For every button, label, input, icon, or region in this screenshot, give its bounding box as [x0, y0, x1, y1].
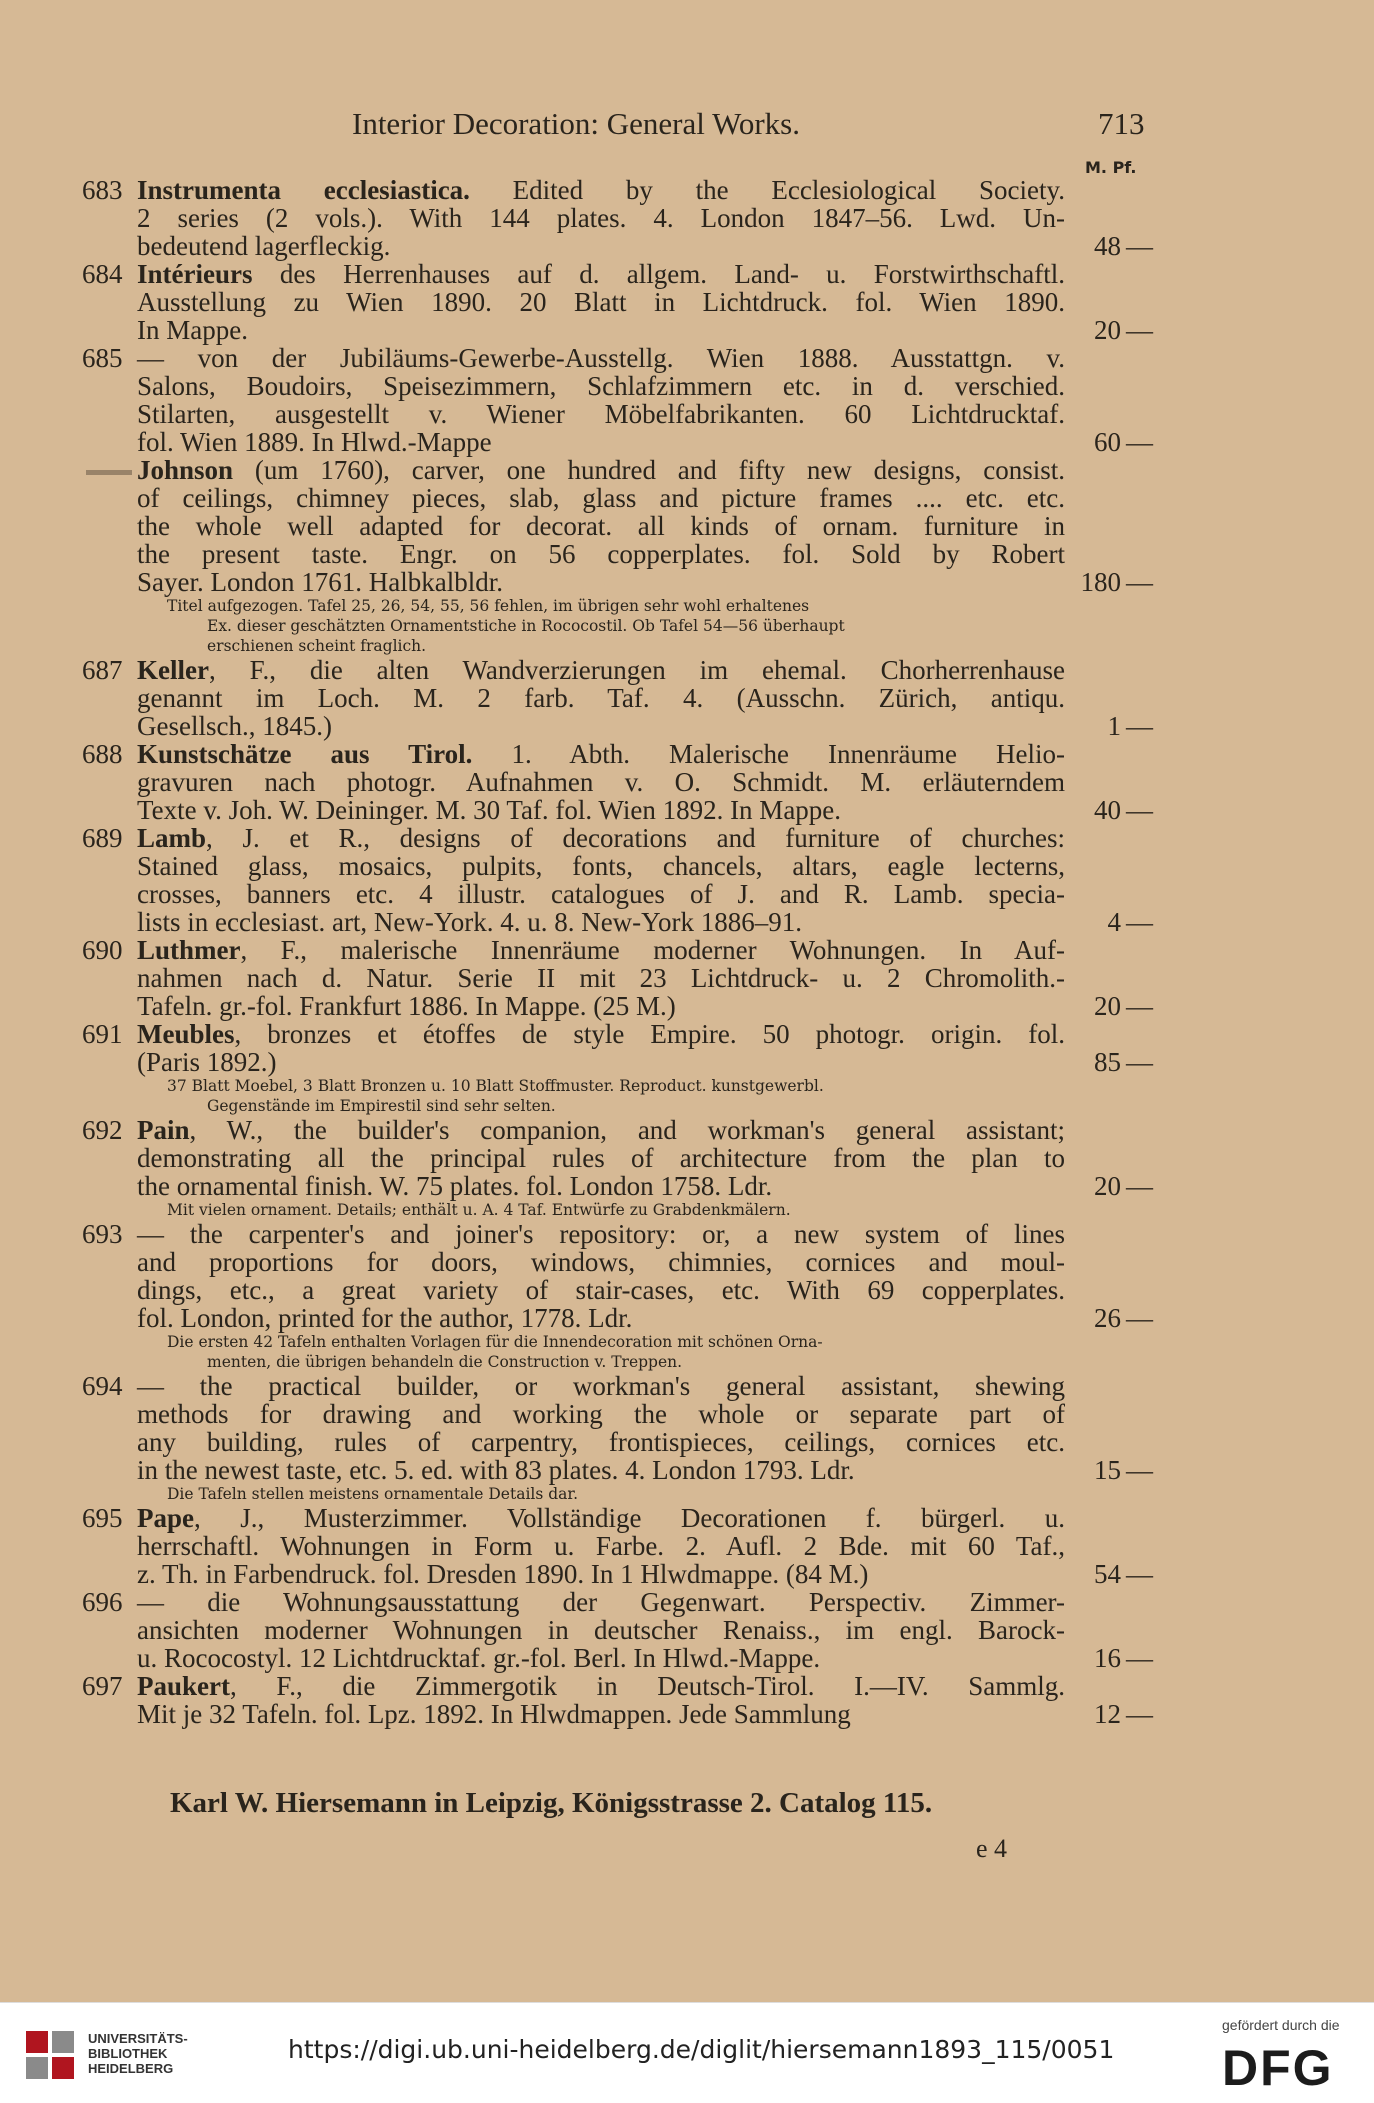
entry-line — [0, 1560, 1374, 1588]
entry-body-text: 1. Abth. Malerische Innenräume Helio- — [472, 739, 1065, 769]
price-dash: — — [1126, 231, 1153, 261]
entry-line — [0, 1504, 1374, 1532]
entry-heading: Instrumenta ecclesiastica. — [137, 175, 470, 205]
entry-body-text: Stilarten, ausgestellt v. Wiener Möbelfabrikanten. 60 Lichtdrucktaf. — [137, 399, 1065, 429]
entry-note — [0, 596, 1057, 656]
entry-text — [137, 992, 1065, 1020]
entry-text — [137, 1428, 1065, 1456]
entry-body-text: u. Rococostyl. 12 Lichtdrucktaf. gr.-fol. Berl. In Hlwd.-Mappe. — [137, 1643, 821, 1673]
price-dash: — — [1126, 427, 1153, 457]
entry-body-text: , J. et R., designs of decorations and furniture of churches: — [206, 823, 1065, 853]
entry-line — [0, 540, 1374, 568]
entry-body-text: , J., Musterzimmer. Vollständige Decorationen f. bürgerl. u. — [194, 1503, 1065, 1533]
viewer-footer-bar — [0, 2002, 1374, 2103]
entry-text — [137, 1532, 1065, 1560]
entry-line — [0, 1144, 1374, 1172]
catalog-entry — [0, 1220, 1374, 1372]
entry-text — [137, 316, 1065, 344]
entry-price: 60 — [1094, 427, 1121, 457]
entry-text — [137, 1304, 1065, 1332]
entry-text — [137, 712, 1065, 740]
note-line: Mit vielen ornament. Details; enthält u. A. 4 Taf. Entwürfe zu Grabdenkmälern. — [167, 1201, 791, 1219]
entry-line — [0, 344, 1374, 372]
entry-body-text: fol. Wien 1889. In Hlwd.-Mappe — [137, 427, 492, 457]
entry-text — [137, 1644, 1065, 1672]
entry-body-text: herrschaftl. Wohnungen in Form u. Farbe. 2. Aufl. 2 Bde. mit 60 Taf., — [137, 1531, 1065, 1561]
entry-price: 15 — [1094, 1455, 1121, 1485]
entry-text — [137, 1672, 1065, 1700]
catalog-entry — [0, 176, 1374, 260]
signature-mark: e 4 — [976, 1834, 1008, 1863]
entry-price: 180 — [1080, 567, 1121, 597]
entry-body-text: Tafeln. gr.-fol. Frankfurt 1886. In Mappe. (25 M.) — [137, 991, 676, 1021]
page-title: Interior Decoration: General Works. — [352, 106, 800, 141]
entry-body-text: In Mappe. — [137, 315, 248, 345]
entry-line — [0, 1172, 1374, 1200]
entry-line — [0, 1400, 1374, 1428]
entry-body-text: the ornamental finish. W. 75 plates. fol. London 1758. Ldr. — [137, 1171, 773, 1201]
note-line: Die Tafeln stellen meistens ornamentale Details dar. — [167, 1485, 579, 1503]
catalog-entry — [0, 1588, 1374, 1672]
catalog-entry — [0, 1504, 1374, 1588]
price-dash: — — [1126, 795, 1153, 825]
entry-line — [0, 1672, 1374, 1700]
university-library-name — [88, 2031, 188, 2076]
entry-line — [0, 1304, 1374, 1332]
entry-line — [0, 260, 1374, 288]
entry-number: 693 — [82, 1219, 123, 1249]
entry-body-text: Stained glass, mosaics, pulpits, fonts, chancels, altars, eagle lecterns, — [137, 851, 1065, 881]
entry-line — [0, 908, 1374, 936]
note-line: erschienen scheint fraglich. — [207, 637, 427, 655]
entry-line — [0, 964, 1374, 992]
entry-list — [0, 176, 1374, 1728]
entry-heading: Meubles — [137, 1019, 235, 1049]
entry-heading: Lamb — [137, 823, 207, 853]
entry-text — [137, 484, 1065, 512]
entry-body-text: (Paris 1892.) — [137, 1047, 277, 1077]
entry-line — [0, 1116, 1374, 1144]
entry-number: 692 — [82, 1115, 123, 1145]
entry-price: 20 — [1094, 991, 1121, 1021]
entry-price: 85 — [1094, 1047, 1121, 1077]
entry-line — [0, 204, 1374, 232]
entry-line — [0, 484, 1374, 512]
publisher-line: Karl W. Hiersemann in Leipzig, Königsstrasse 2. Catalog 115. — [170, 1787, 933, 1819]
entry-heading: Johnson — [137, 455, 234, 485]
entry-text — [137, 1020, 1065, 1048]
page-number: 713 — [1098, 106, 1145, 141]
entry-body-text: — von der Jubiläums-Gewerbe-Ausstellg. Wien 1888. Ausstattgn. v. — [137, 343, 1065, 373]
entry-text — [137, 540, 1065, 568]
price-dash: — — [1126, 1559, 1153, 1589]
entry-text — [137, 1248, 1065, 1276]
entry-text — [137, 768, 1065, 796]
entry-body-text: (um 1760), carver, one hundred and fifty new designs, consist. — [233, 455, 1065, 485]
entry-text — [137, 1172, 1065, 1200]
entry-text — [137, 1588, 1065, 1616]
entry-text — [137, 1456, 1065, 1484]
library-name-line-3: HEIDELBERG — [88, 2061, 174, 2076]
catalog-entry — [0, 344, 1374, 456]
entry-body-text: Texte v. Joh. W. Deininger. M. 30 Taf. fol. Wien 1892. In Mappe. — [137, 795, 842, 825]
catalog-entry — [0, 1672, 1374, 1728]
library-name-line-1: UNIVERSITÄTS- — [88, 2031, 188, 2046]
entry-line — [0, 316, 1374, 344]
entry-line — [0, 1616, 1374, 1644]
price-dash: — — [1126, 1303, 1153, 1333]
catalog-entry — [0, 824, 1374, 936]
entry-line — [0, 936, 1374, 964]
entry-text — [137, 740, 1065, 768]
note-line: Die ersten 42 Tafeln enthalten Vorlagen für die Innendecoration mit schönen Orna- — [167, 1333, 823, 1351]
entry-body-text: — the carpenter's and joiner's repository: or, a new system of lines — [137, 1219, 1065, 1249]
entry-text — [137, 288, 1065, 316]
entry-line — [0, 796, 1374, 824]
entry-text — [137, 656, 1065, 684]
document-url-link[interactable]: https://digi.ub.uni-heidelberg.de/diglit/hiersemann1893_115/0051 — [288, 2035, 1115, 2064]
entry-body-text: Salons, Boudoirs, Speisezimmern, Schlafzimmern etc. in d. verschied. — [137, 371, 1065, 401]
entry-line — [0, 1644, 1374, 1672]
entry-text — [137, 428, 1065, 456]
price-dash: — — [1126, 315, 1153, 345]
entry-body-text: , F., die alten Wandverzierungen im ehemal. Chorherrenhause — [208, 655, 1065, 685]
entry-line — [0, 740, 1374, 768]
entry-text — [137, 344, 1065, 372]
running-header — [0, 106, 1374, 146]
entry-text — [137, 1504, 1065, 1532]
entry-line — [0, 1248, 1374, 1276]
entry-line — [0, 824, 1374, 852]
entry-text — [137, 260, 1065, 288]
entry-number: 685 — [82, 343, 123, 373]
entry-price: 16 — [1094, 1643, 1121, 1673]
entry-text — [137, 1560, 1065, 1588]
entry-text — [137, 796, 1065, 824]
entry-heading: Pain — [137, 1115, 190, 1145]
price-dash: — — [1126, 1171, 1153, 1201]
entry-text — [137, 1700, 1065, 1728]
entry-heading: Pape — [137, 1503, 194, 1533]
entry-body-text: , F., die Zimmergotik in Deutsch-Tirol. I.—IV. Sammlg. — [229, 1671, 1065, 1701]
entry-line — [0, 176, 1374, 204]
entry-line — [0, 372, 1374, 400]
entry-line — [0, 656, 1374, 684]
entry-text — [137, 372, 1065, 400]
entry-line — [0, 1020, 1374, 1048]
entry-body-text: Ausstellung zu Wien 1890. 20 Blatt in Lichtdruck. fol. Wien 1890. — [137, 287, 1065, 317]
entry-note — [0, 1076, 1057, 1116]
entry-text — [137, 232, 1065, 260]
catalog-entry — [0, 656, 1374, 740]
entry-text — [137, 936, 1065, 964]
entry-text — [137, 400, 1065, 428]
entry-body-text: 2 series (2 vols.). With 144 plates. 4. London 1847–56. Lwd. Un- — [137, 203, 1065, 233]
funding-caption: gefördert durch die — [1222, 2017, 1340, 2033]
entry-line — [0, 1700, 1374, 1728]
entry-body-text: Edited by the Ecclesiological Society. — [469, 175, 1066, 205]
entry-line — [0, 1456, 1374, 1484]
entry-body-text: z. Th. in Farbendruck. fol. Dresden 1890. In 1 Hlwdmappe. (84 M.) — [137, 1559, 869, 1589]
entry-line — [0, 456, 1374, 484]
catalog-entry — [0, 456, 1374, 656]
note-line: Titel aufgezogen. Tafel 25, 26, 54, 55, 56 fehlen, im übrigen sehr wohl erhaltenes — [167, 597, 810, 615]
entry-price: 4 — [1107, 907, 1121, 937]
entry-body-text: and proportions for doors, windows, chimnies, cornices and moul- — [137, 1247, 1065, 1277]
price-dash: — — [1126, 1455, 1153, 1485]
entry-text — [137, 176, 1065, 204]
entry-line — [0, 1048, 1374, 1076]
entry-text — [137, 1400, 1065, 1428]
entry-line — [0, 1428, 1374, 1456]
catalog-entry — [0, 260, 1374, 344]
entry-body-text: gravuren nach photogr. Aufnahmen v. O. Schmidt. M. erläuterndem — [137, 767, 1065, 797]
entry-body-text: any building, rules of carpentry, frontispieces, ceilings, cornices etc. — [137, 1427, 1065, 1457]
entry-line — [0, 852, 1374, 880]
entry-body-text: ansichten moderner Wohnungen in deutscher Renaiss., im engl. Barock- — [137, 1615, 1065, 1645]
entry-body-text: in the newest taste, etc. 5. ed. with 83 plates. 4. London 1793. Ldr. — [137, 1455, 855, 1485]
entry-line — [0, 1532, 1374, 1560]
entry-note — [0, 1484, 1057, 1504]
entry-body-text: , bronzes et étoffes de style Empire. 50 photogr. origin. fol. — [234, 1019, 1065, 1049]
price-dash: — — [1126, 1643, 1153, 1673]
entry-text — [137, 568, 1065, 596]
entry-line — [0, 768, 1374, 796]
note-line: menten, die übrigen behandeln die Construction v. Treppen. — [207, 1353, 683, 1371]
entry-line — [0, 1588, 1374, 1616]
entry-heading: Paukert — [137, 1671, 230, 1701]
entry-text — [137, 880, 1065, 908]
entry-number: 691 — [82, 1019, 123, 1049]
price-dash: — — [1126, 711, 1153, 741]
entry-heading: Keller — [137, 655, 209, 685]
entry-text — [137, 1616, 1065, 1644]
entry-number: 688 — [82, 739, 123, 769]
entry-price: 1 — [1107, 711, 1121, 741]
note-line: 37 Blatt Moebel, 3 Blatt Bronzen u. 10 Blatt Stoffmuster. Reproduct. kunstgewerbl. — [167, 1077, 824, 1095]
entry-heading: Kunstschätze aus Tirol. — [137, 739, 473, 769]
entry-body-text: dings, etc., a great variety of stair-cases, etc. With 69 copperplates. — [137, 1275, 1065, 1305]
entry-body-text: crosses, banners etc. 4 illustr. catalogues of J. and R. Lamb. specia- — [137, 879, 1065, 909]
entry-body-text: Mit je 32 Tafeln. fol. Lpz. 1892. In Hlwdmappen. Jede Sammlung — [137, 1699, 851, 1729]
entry-line — [0, 1220, 1374, 1248]
entry-heading: Luthmer — [137, 935, 241, 965]
entry-number: 696 — [82, 1587, 123, 1617]
entry-line — [0, 288, 1374, 316]
entry-body-text: methods for drawing and working the whole or separate part of — [137, 1399, 1065, 1429]
entry-price: 12 — [1094, 1699, 1121, 1729]
entry-body-text: , F., malerische Innenräume moderner Wohnungen. In Auf- — [240, 935, 1065, 965]
entry-text — [137, 824, 1065, 852]
entry-body-text: bedeutend lagerfleckig. — [137, 231, 391, 261]
entry-number: 697 — [82, 1671, 123, 1701]
catalog-entry — [0, 1116, 1374, 1220]
entry-text — [137, 964, 1065, 992]
entry-body-text: Sayer. London 1761. Halbkalbldr. — [137, 567, 503, 597]
entry-text — [137, 456, 1065, 484]
entry-number: 687 — [82, 655, 123, 685]
entry-number: 694 — [82, 1371, 123, 1401]
entry-line — [0, 880, 1374, 908]
entry-number: 695 — [82, 1503, 123, 1533]
entry-text — [137, 852, 1065, 880]
entry-price: 26 — [1094, 1303, 1121, 1333]
price-dash: — — [1126, 991, 1153, 1021]
entry-line — [0, 1372, 1374, 1400]
entry-body-text: — the practical builder, or workman's general assistant, shewing — [137, 1371, 1065, 1401]
entry-text — [137, 684, 1065, 712]
entry-body-text: fol. London, printed for the author, 1778. Ldr. — [137, 1303, 633, 1333]
entry-line — [0, 232, 1374, 260]
entry-text — [137, 204, 1065, 232]
university-library-logo-icon — [22, 2025, 80, 2083]
dfg-logo: DFG — [1222, 2040, 1334, 2096]
catalog-entry — [0, 936, 1374, 1020]
entry-text — [137, 1276, 1065, 1304]
entry-line — [0, 712, 1374, 740]
entry-price: 48 — [1094, 231, 1121, 261]
entry-body-text: demonstrating all the principal rules of architecture from the plan to — [137, 1143, 1065, 1173]
entry-body-text: nahmen nach d. Natur. Serie II mit 23 Lichtdruck- u. 2 Chromolith.- — [137, 963, 1065, 993]
entry-line — [0, 428, 1374, 456]
catalog-entry — [0, 1020, 1374, 1116]
entry-text — [137, 512, 1065, 540]
entry-text — [137, 1372, 1065, 1400]
entry-price: 54 — [1094, 1559, 1121, 1589]
entry-text — [137, 1116, 1065, 1144]
library-name-line-2: BIBLIOTHEK — [88, 2046, 168, 2061]
entry-body-text: Gesellsch., 1845.) — [137, 711, 332, 741]
entry-number: 683 — [82, 175, 123, 205]
catalog-entry — [0, 1372, 1374, 1504]
entry-body-text: the present taste. Engr. on 56 copperplates. fol. Sold by Robert — [137, 539, 1065, 569]
entry-note — [0, 1200, 1057, 1220]
entry-text — [137, 1220, 1065, 1248]
entry-price: 20 — [1094, 1171, 1121, 1201]
entry-body-text: des Herrenhauses auf d. allgem. Land- u. Forstwirthschaftl. — [252, 259, 1065, 289]
entry-text — [137, 908, 1065, 936]
entry-body-text: , W., the builder's companion, and workman's general assistant; — [189, 1115, 1065, 1145]
entry-text — [137, 1144, 1065, 1172]
entry-line — [0, 568, 1374, 596]
note-line: Gegenstände im Empirestil sind sehr selten. — [207, 1097, 556, 1115]
currency-column-header: M. Pf. — [1085, 158, 1137, 177]
entry-price: 40 — [1094, 795, 1121, 825]
price-dash: — — [1126, 907, 1153, 937]
entry-line — [0, 1276, 1374, 1304]
entry-body-text: lists in ecclesiast. art, New-York. 4. u. 8. New-York 1886–91. — [137, 907, 802, 937]
entry-body-text: — die Wohnungsausstattung der Gegenwart. Perspectiv. Zimmer- — [137, 1587, 1065, 1617]
price-dash: — — [1126, 1699, 1153, 1729]
entry-heading: Intérieurs — [137, 259, 253, 289]
note-line: Ex. dieser geschätzten Ornamentstiche in Rococostil. Ob Tafel 54—56 überhaupt — [207, 617, 845, 635]
entry-number: 689 — [82, 823, 123, 853]
entry-text — [137, 1048, 1065, 1076]
entry-line — [0, 512, 1374, 540]
catalog-entry — [0, 740, 1374, 824]
entry-number: 684 — [82, 259, 123, 289]
entry-number: 690 — [82, 935, 123, 965]
entry-line — [0, 400, 1374, 428]
entry-price: 20 — [1094, 315, 1121, 345]
entry-body-text: of ceilings, chimney pieces, slab, glass and picture frames .... etc. etc. — [137, 483, 1065, 513]
entry-body-text: genannt im Loch. M. 2 farb. Taf. 4. (Ausschn. Zürich, antiqu. — [137, 683, 1065, 713]
entry-line — [0, 684, 1374, 712]
price-dash: — — [1126, 567, 1153, 597]
entry-body-text: the whole well adapted for decorat. all kinds of ornam. furniture in — [137, 511, 1065, 541]
entry-note — [0, 1332, 1057, 1372]
entry-line — [0, 992, 1374, 1020]
price-dash: — — [1126, 1047, 1153, 1077]
